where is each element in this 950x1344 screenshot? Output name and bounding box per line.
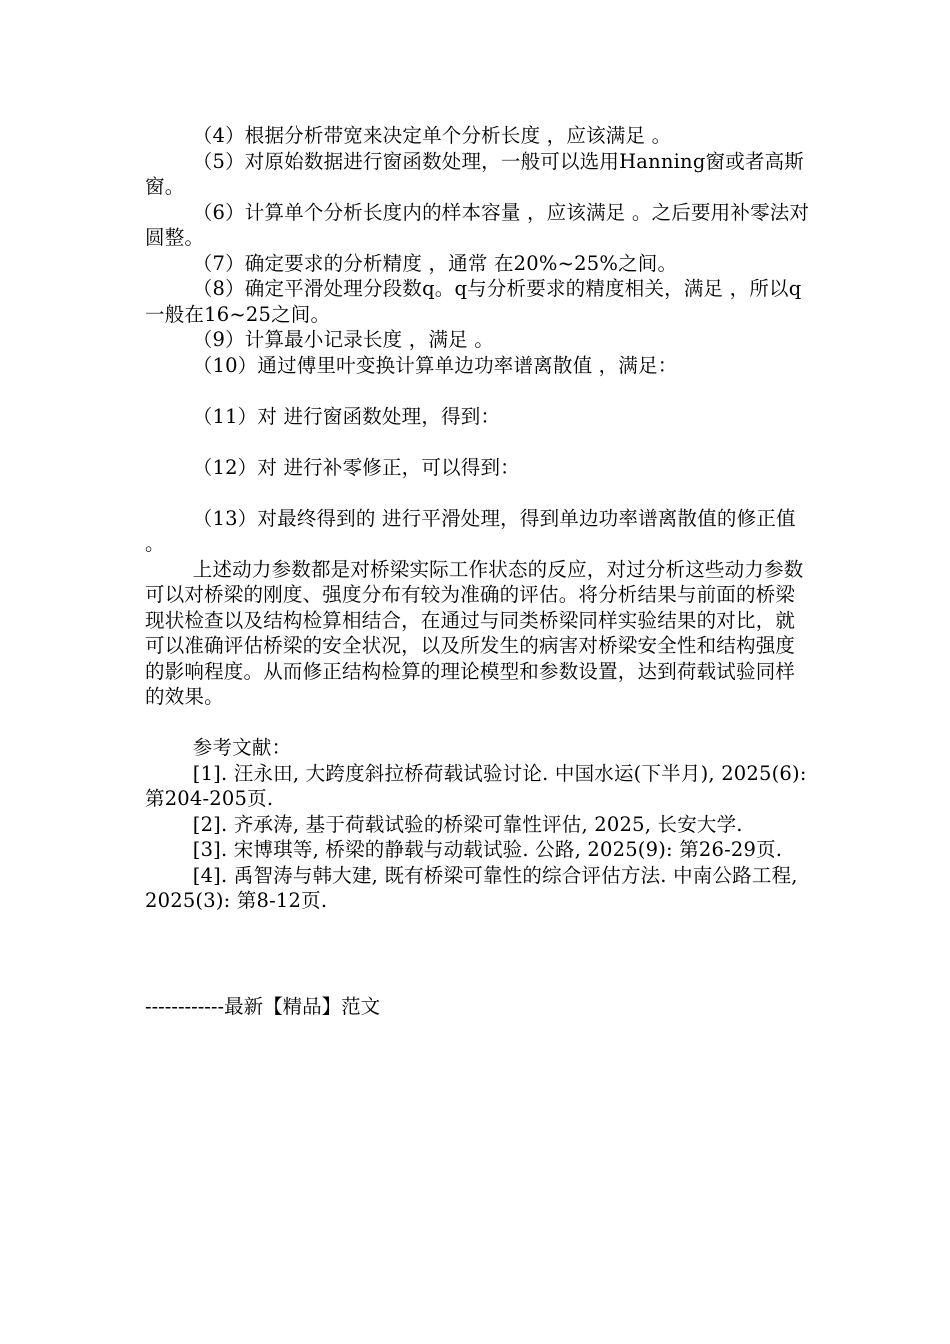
- step-11: （11）对 进行窗函数处理，得到：: [192, 404, 501, 428]
- step-6: （6）计算单个分析长度内的样本容量 ，应该满足 。之后要用补零法对 圆整。: [145, 200, 810, 249]
- reference-item-1: [1]. 汪永田, 大跨度斜拉桥荷载试验讨论. 中国水运(下半月), 2025(6): 第204-205页.: [145, 761, 807, 810]
- reference-item-2: [2]. 齐承涛, 基于荷载试验的桥梁可靠性评估, 2025, 长安大学.: [192, 812, 743, 836]
- reference-item-3: [3]. 宋博琪等, 桥梁的静载与动载试验. 公路, 2025(9): 第26-29页.: [192, 838, 783, 861]
- step-9: （9）计算最小记录长度 ，满足 。: [192, 328, 494, 351]
- formula-gap: [145, 429, 810, 455]
- formula-gap: [145, 378, 810, 404]
- reference-item-4: [4]. 禹智涛与韩大建, 既有桥梁可靠性的综合评估方法. 中南公路工程, 2025(3): 第8-12页.: [145, 863, 798, 912]
- step-8: （8）确定平滑处理分段数q。q与分析要求的精度相关，满足 ，所以q一般在16~25之间。: [145, 277, 802, 326]
- summary-paragraph: 上述动力参数都是对桥梁实际工作状态的反应，对过分析这些动力参数可以对桥梁的刚度、强度分布有较为准确的评估。将分析结果与前面的桥梁现状检查以及结构检算相结合，在通过与同类桥梁同样实验结果的对比，就可以准确评估桥梁的安全状况，以及所发生的病害对桥梁安全性和结构强度的影响程度。从而修正结构检算的理论模型和参数设置，达到荷载试验同样的效果。: [145, 557, 804, 708]
- section-gap: [145, 710, 810, 736]
- references-heading: 参考文献：: [192, 736, 292, 759]
- document-body: [145, 123, 810, 914]
- formula-gap: [145, 480, 810, 506]
- step-5: （5）对原始数据进行窗函数处理，一般可以选用Hanning窗或者高斯窗。: [145, 149, 804, 198]
- step-10: （10）通过傅里叶变换计算单边功率谱离散值 ，满足：: [192, 353, 678, 377]
- step-13: （13）对最终得到的 进行平滑处理，得到单边功率谱离散值的修正值 。: [145, 506, 796, 555]
- step-4: （4）根据分析带宽来决定单个分析长度 ，应该满足 。: [192, 124, 672, 147]
- step-12: （12）对 进行补零修正，可以得到：: [192, 455, 520, 479]
- footer-note: ------------最新【精品】范文: [145, 995, 381, 1018]
- step-7: （7）确定要求的分析精度 ，通常 在20%~25%之间。: [192, 251, 678, 275]
